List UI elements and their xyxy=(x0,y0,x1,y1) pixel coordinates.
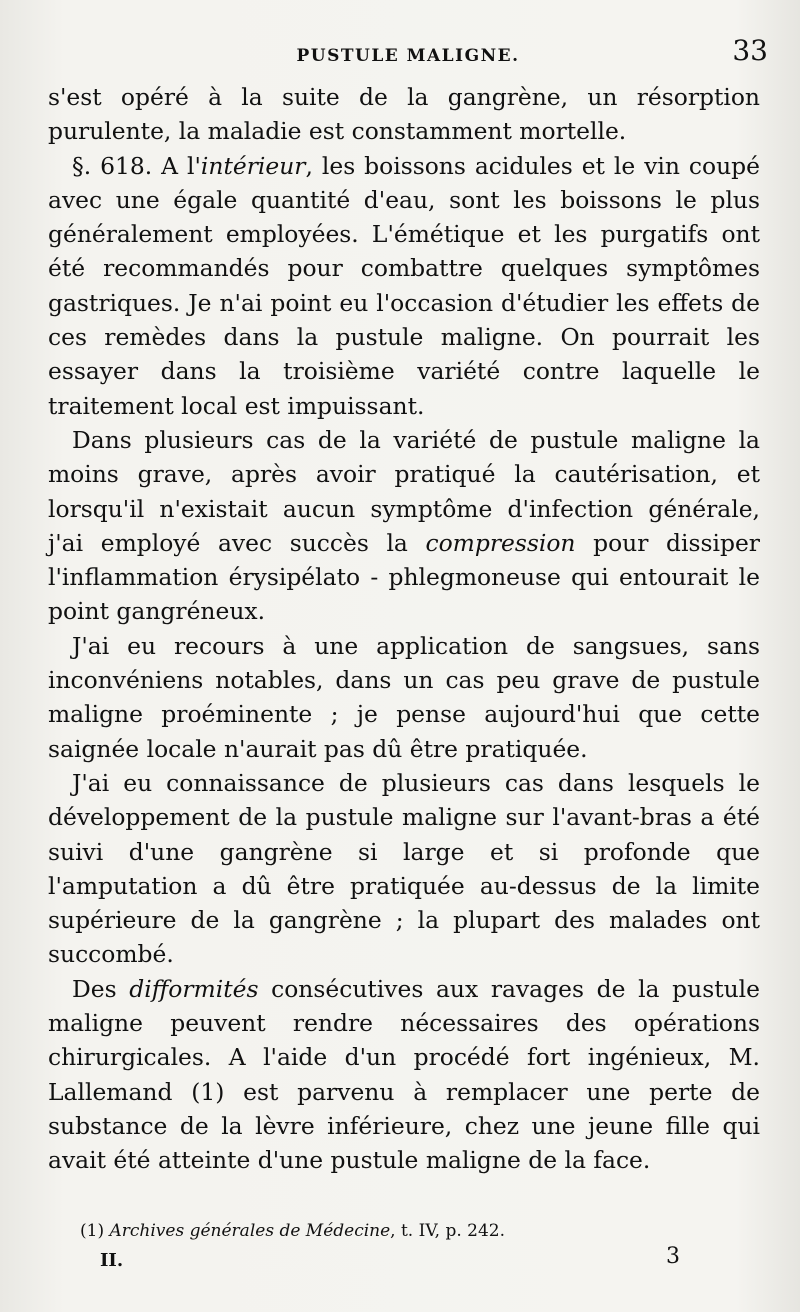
text-run: §. 618. A l' xyxy=(72,151,201,180)
italic-text: compression xyxy=(425,528,576,557)
text-run: Dans plusieurs cas de la variété de pustule maligne la moins grave, après avoir pratiqué la cautérisation, et lorsqu'il n'existait aucun symptôme d'infection générale, j'ai employé avec succès la xyxy=(48,425,760,557)
text-run: J'ai eu connaissance de plusieurs cas dans lesquels le développement de la pustule maligne sur l'avant-bras a été suivi d'une gangrène si large et si profonde que l'amputation a dû être pratiquée au-dessus de la limite supérieure de la gangrène ; la plupart des malades ont succombé. xyxy=(48,768,760,969)
text-run: , les boissons acidules et le vin coupé avec une égale quantité d'eau, sont les boissons le plus généralement employées. L'émétique et les purgatifs ont été recommandés pour combattre quelques symptômes gastriques. Je n'ai point eu l'occasion d'étudier les effets de ces remèdes dans la pustule maligne. On pourrait les essayer dans la troisième variété contre laquelle le traitement local est impuissant. xyxy=(48,151,760,420)
text-run: s'est opéré à la suite de la gangrène, un résorption purulente, la maladie est constamment mortelle. xyxy=(48,83,760,146)
footnote-reference: , t. IV, p. 242. xyxy=(390,1221,505,1241)
footnote-marker: (1) xyxy=(80,1221,105,1241)
text-run: Des xyxy=(72,974,130,1003)
text-run: consécutives aux ravages de la pustule maligne peuvent rendre nécessaires des opérations chirurgicales. A l'aide d'un procédé fort ingénieux, M. Lallemand (1) est parvenu à remplacer une perte de substance de la lèvre inférieure, chez une jeune fille qui avait été atteinte d'une pustule maligne de la face. xyxy=(48,974,760,1175)
footnote xyxy=(80,1221,740,1241)
text-run: J'ai eu recours à une application de sangsues, sans inconvéniens notables, dans un cas peu grave de pustule maligne proéminente ; je pense aujourd'hui que cette saignée locale n'aurait pas dû être pratiquée. xyxy=(48,631,760,763)
page-header xyxy=(48,34,768,74)
footnote-rule xyxy=(48,1196,760,1197)
italic-text: difformités xyxy=(129,974,259,1003)
gathering-number: 3 xyxy=(666,1244,680,1269)
page-number: 33 xyxy=(732,34,768,67)
paragraph xyxy=(48,149,760,423)
signature-mark: II. xyxy=(100,1250,124,1271)
running-title: PUSTULE MALIGNE. xyxy=(296,46,520,66)
paragraph xyxy=(48,629,760,766)
paragraph xyxy=(48,766,760,972)
body-text xyxy=(48,80,760,1178)
italic-text: intérieur xyxy=(200,151,306,180)
paragraph xyxy=(48,80,760,149)
paragraph xyxy=(48,423,760,629)
text-run: pour dissiper l'inflammation érysipélato - phlegmoneuse qui entourait le point gangréneux. xyxy=(48,528,760,626)
footnote-source-title: Archives générales de Médecine xyxy=(109,1221,391,1241)
paragraph xyxy=(48,972,760,1178)
